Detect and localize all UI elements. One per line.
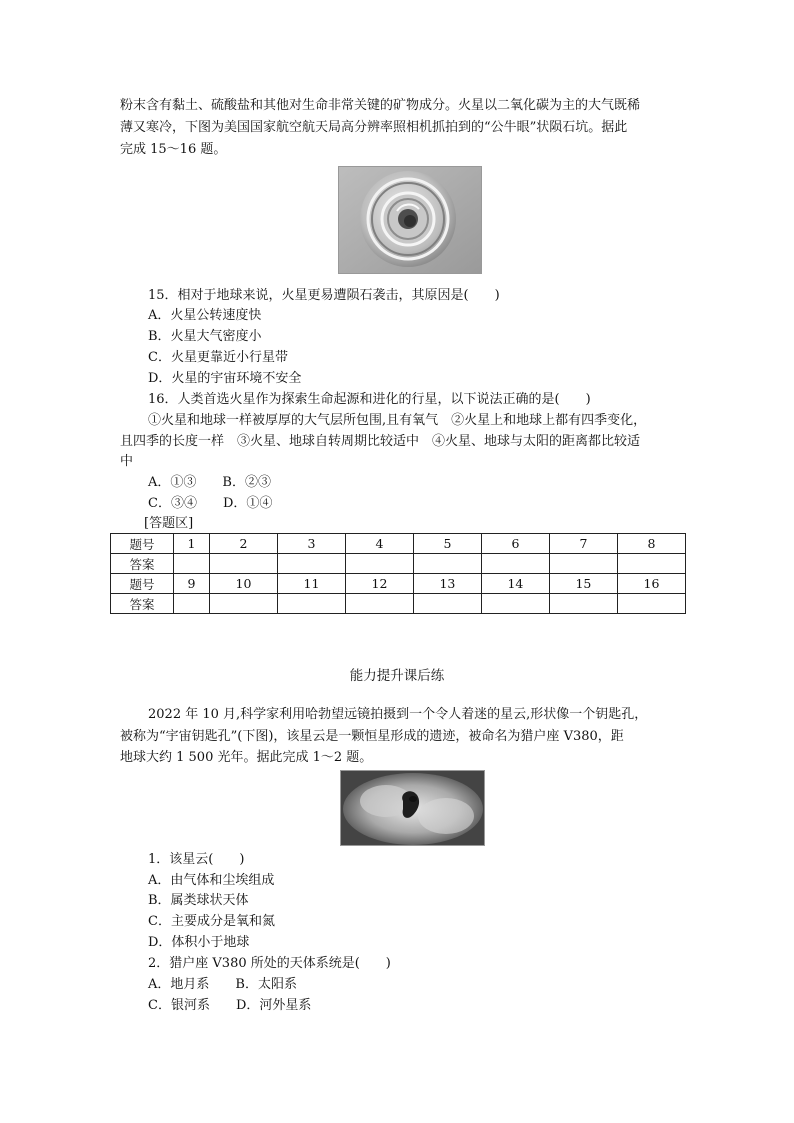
row-header-answer: 答案 [111, 594, 174, 614]
q16-option-cd: C．③④ D．①④ [148, 496, 273, 511]
question-number-cell: 10 [210, 574, 278, 594]
q1-option-c: C．主要成分是氧和氮 [148, 914, 275, 929]
question-number-cell: 12 [345, 574, 413, 594]
question-number-cell: 15 [549, 574, 617, 594]
crater-illustration [339, 167, 481, 273]
answer-cell[interactable] [481, 554, 549, 574]
q16-option-ab: A．①③ B．②③ [148, 475, 271, 490]
answer-cell[interactable] [174, 594, 210, 614]
crater-image [338, 166, 482, 274]
answer-cell[interactable] [345, 594, 413, 614]
intro-line-2: 薄又寒冷，下图为美国国家航空航天局高分辨率照相机抓拍到的“公牛眼”状陨石坑。据此 [120, 120, 628, 135]
answer-cell[interactable] [210, 594, 278, 614]
row-header-number: 题号 [111, 574, 174, 594]
q2-option-cd: C．银河系 D．河外星系 [148, 998, 312, 1013]
section2-intro-2: 被称为“宇宙钥匙孔”(下图)，该星云是一颗恒星形成的遗迹，被命名为猎户座 V380，距 [120, 729, 624, 744]
row-header-answer: 答案 [111, 554, 174, 574]
question-number-cell: 8 [617, 534, 685, 554]
answer-cell[interactable] [277, 594, 345, 614]
q15-option-a: A．火星公转速度快 [148, 308, 262, 323]
row-header-number: 题号 [111, 534, 174, 554]
table-row [111, 574, 686, 594]
question-number-cell: 11 [277, 574, 345, 594]
section2-intro-1: 2022 年 10 月,科学家利用哈勃望远镜拍摄到一个令人着迷的星云,形状像一个钥匙孔， [148, 707, 648, 722]
q15-stem: 15．相对于地球来说，火星更易遭陨石袭击，其原因是( ) [148, 288, 500, 303]
answer-cell[interactable] [617, 554, 685, 574]
q16-body-2: 且四季的长度一样 ③火星、地球自转周期比较适中 ④火星、地球与太阳的距离都比较适 [120, 434, 641, 449]
answer-cell[interactable] [481, 594, 549, 614]
section2-intro-3: 地球大约 1 500 光年。据此完成 1～2 题。 [120, 750, 373, 765]
answer-cell[interactable] [617, 594, 685, 614]
nebula-illustration [341, 771, 484, 845]
q1-option-b: B．属类球状天体 [148, 893, 249, 908]
table-row [111, 554, 686, 574]
q1-stem: 1．该星云( ) [148, 852, 245, 867]
answer-cell[interactable] [210, 554, 278, 574]
q16-body-3: 中 [120, 454, 134, 469]
q15-option-b: B．火星大气密度小 [148, 329, 262, 344]
question-number-cell: 5 [413, 534, 481, 554]
q1-option-a: A．由气体和尘埃组成 [148, 873, 275, 888]
question-number-cell: 1 [174, 534, 210, 554]
intro-line-1: 粉末含有黏土、硫酸盐和其他对生命非常关键的矿物成分。火星以二氧化碳为主的大气既稀 [120, 98, 641, 113]
question-number-cell: 13 [413, 574, 481, 594]
table-row [111, 594, 686, 614]
q16-body-1: ①火星和地球一样被厚厚的大气层所包围,且有氧气 ②火星上和地球上都有四季变化， [148, 413, 647, 428]
q2-stem: 2．猎户座 V380 所处的天体系统是( ) [148, 956, 391, 971]
answer-cell[interactable] [549, 594, 617, 614]
intro-line-3: 完成 15～16 题。 [120, 142, 227, 157]
question-number-cell: 14 [481, 574, 549, 594]
answer-cell[interactable] [549, 554, 617, 574]
question-number-cell: 4 [345, 534, 413, 554]
q1-option-d: D．体积小于地球 [148, 935, 250, 950]
question-number-cell: 7 [549, 534, 617, 554]
question-number-cell: 9 [174, 574, 210, 594]
answer-cell[interactable] [413, 554, 481, 574]
question-number-cell: 16 [617, 574, 685, 594]
answer-cell[interactable] [277, 554, 345, 574]
table-row [111, 534, 686, 554]
q2-option-ab: A．地月系 B．太阳系 [148, 977, 297, 992]
answer-cell[interactable] [174, 554, 210, 574]
answer-cell[interactable] [345, 554, 413, 574]
question-number-cell: 3 [277, 534, 345, 554]
q15-option-c: C．火星更靠近小行星带 [148, 350, 288, 365]
answer-area-label: [答题区] [144, 516, 194, 531]
q16-stem: 16．人类首选火星作为探索生命起源和进化的行星，以下说法正确的是( ) [148, 392, 591, 407]
q15-option-d: D．火星的宇宙环境不安全 [148, 371, 302, 386]
answer-table [110, 533, 686, 614]
nebula-image [340, 770, 485, 846]
answer-cell[interactable] [413, 594, 481, 614]
question-number-cell: 2 [210, 534, 278, 554]
section-title: 能力提升课后练 [349, 668, 445, 684]
question-number-cell: 6 [481, 534, 549, 554]
